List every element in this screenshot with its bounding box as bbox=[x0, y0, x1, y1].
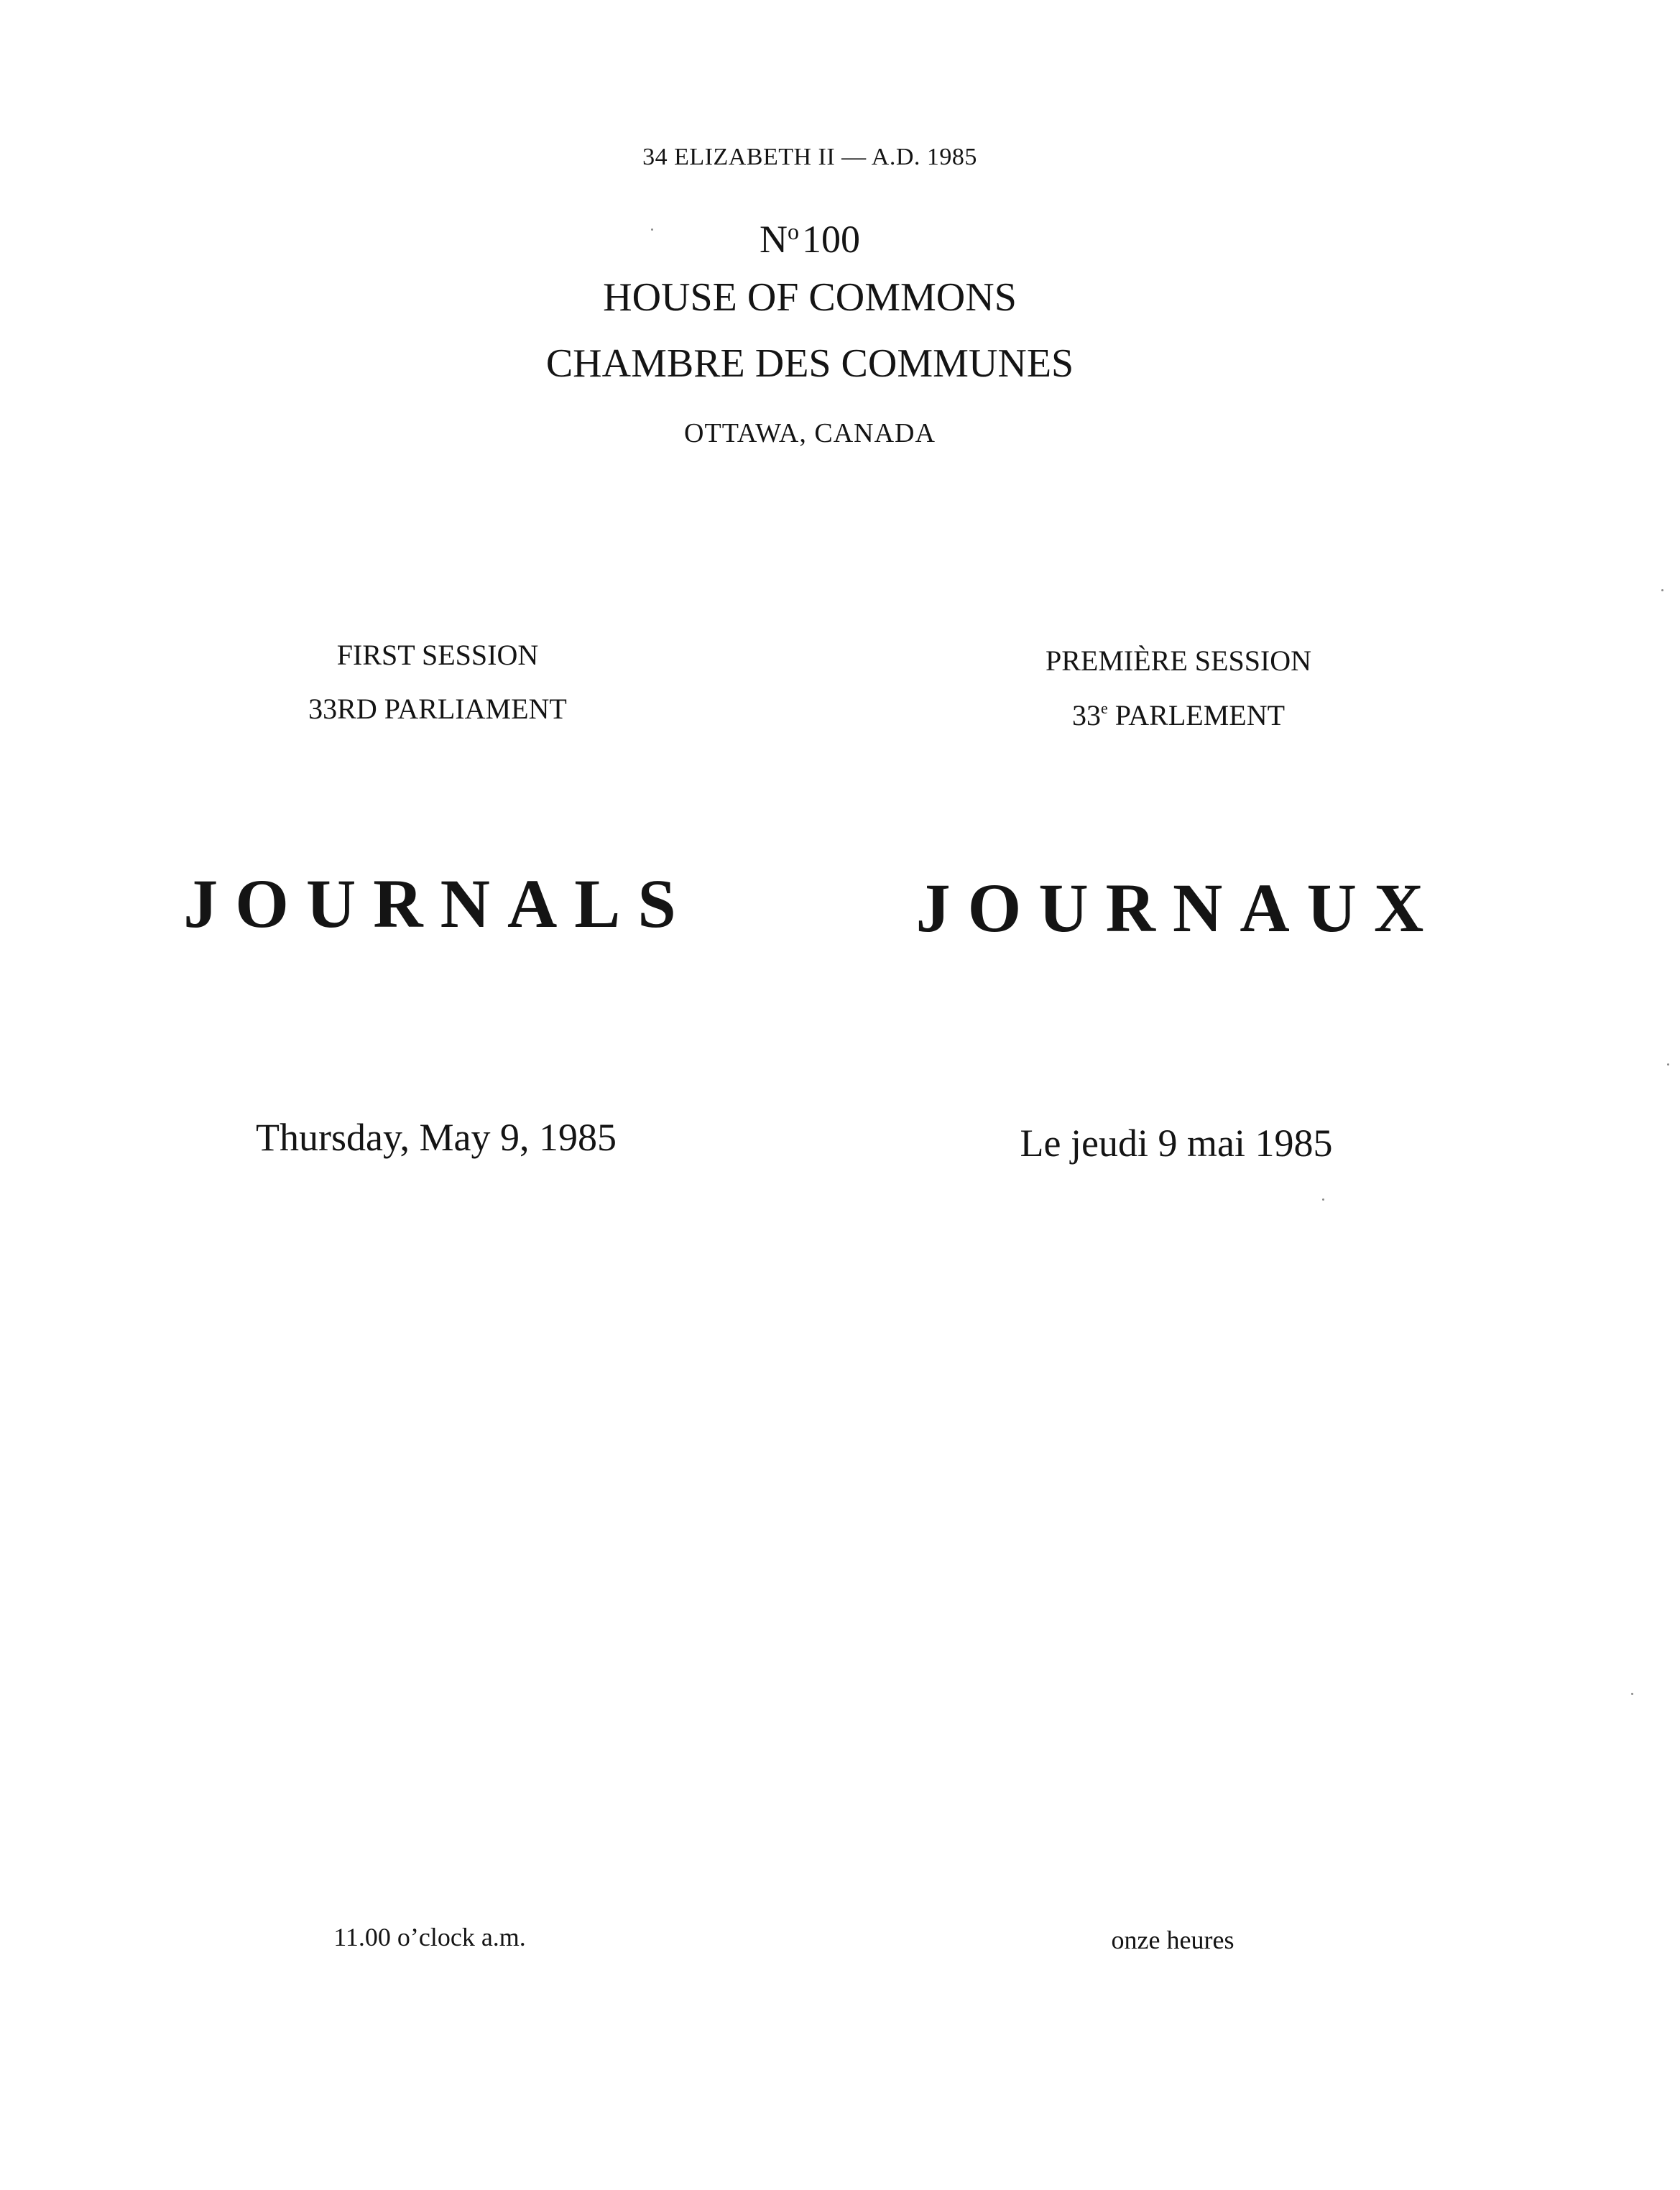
title-english: JOURNALS bbox=[183, 865, 693, 942]
scan-speck bbox=[1661, 589, 1663, 591]
parliament-french bbox=[1072, 701, 1285, 730]
parliament-superscript-fr: e bbox=[1100, 699, 1108, 717]
location: OTTAWA, CANADA bbox=[684, 418, 936, 448]
title-french: JOURNAUX bbox=[915, 869, 1441, 946]
session-english: FIRST SESSION bbox=[336, 639, 539, 671]
regnal-year: 34 ELIZABETH II — A.D. 1985 bbox=[642, 144, 977, 170]
parliament-word-fr: PARLEMENT bbox=[1107, 699, 1286, 731]
date-french: Le jeudi 9 mai 1985 bbox=[1020, 1122, 1333, 1165]
scan-speck bbox=[1667, 1063, 1669, 1066]
parliament-number-fr: 33 bbox=[1071, 699, 1101, 731]
number-prefix: N bbox=[760, 218, 788, 261]
scan-speck bbox=[1631, 1693, 1633, 1695]
number-superscript: o bbox=[788, 218, 799, 244]
scan-speck bbox=[1322, 1198, 1324, 1201]
journal-number bbox=[760, 220, 860, 259]
time-french: onze heures bbox=[1111, 1926, 1234, 1954]
house-name-english: HOUSE OF COMMONS bbox=[603, 275, 1017, 320]
scan-speck bbox=[651, 228, 653, 231]
parliament-english: 33RD PARLIAMENT bbox=[308, 693, 567, 725]
session-french: PREMIÈRE SESSION bbox=[1045, 644, 1312, 677]
date-english: Thursday, May 9, 1985 bbox=[256, 1116, 617, 1159]
house-name-french: CHAMBRE DES COMMUNES bbox=[545, 341, 1074, 386]
time-english: 11.00 o’clock a.m. bbox=[333, 1923, 526, 1951]
number-value: 100 bbox=[802, 218, 860, 261]
